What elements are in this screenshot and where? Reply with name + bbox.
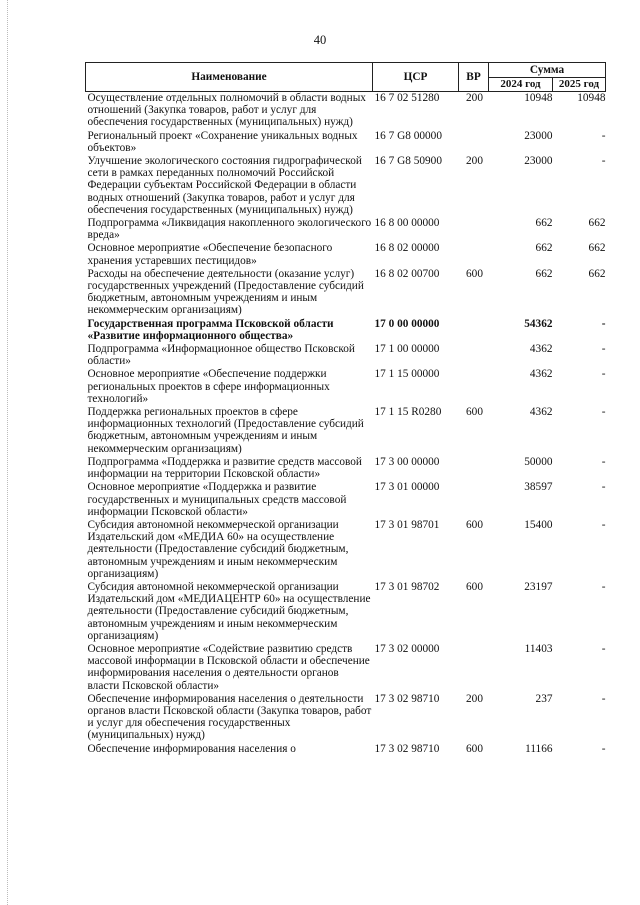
row-name: Основное мероприятие «Обеспечение поддержки региональных проектов в сфере информационных технологий»: [87, 368, 330, 405]
table-row: [86, 242, 606, 267]
row-vr: [459, 130, 489, 155]
row-code: 16 8 02 00000: [374, 242, 440, 255]
page-fold-mark: [7, 0, 9, 905]
table-row: [86, 217, 606, 242]
row-code: 17 1 00 00000: [374, 343, 440, 356]
table-row: [86, 481, 606, 519]
row-sum-2025: -: [601, 580, 606, 593]
row-name: Осуществление отдельных полномочий в области водных отношений (Закупка товаров, работ и услуг для обеспечения государственных (муниципальных) нужд): [87, 92, 366, 129]
row-code: 17 3 00 00000: [374, 455, 440, 468]
row-sum-2024: 11403: [524, 642, 553, 655]
row-code: 16 7 G8 50900: [374, 155, 442, 168]
row-sum-2025: -: [601, 155, 606, 168]
row-sum-2025: -: [601, 692, 606, 705]
row-sum-2025: -: [601, 406, 606, 419]
row-vr: [459, 242, 489, 267]
row-sum-2025: 10948: [577, 92, 606, 104]
row-sum-2024: 54362: [524, 317, 553, 330]
header-2024: 2024 год: [489, 77, 553, 92]
table-row: [86, 130, 606, 155]
row-name: Поддержка региональных проектов в сфере информационных технологий (Предоставление субсидий бюджетным, автономным учреждениям и иным некоммерческим организациям): [87, 406, 364, 455]
row-name: Основное мероприятие «Обеспечение безопасного хранения устаревших пестицидов»: [87, 242, 333, 267]
row-vr: [459, 343, 489, 368]
row-name: Субсидия автономной некоммерческой организации Издательский дом «МЕДИА 60» на осуществление деятельности (Предоставление субсидий бюджетным, автономным учреждениям и иным некоммерческим организациям): [87, 518, 349, 580]
row-code: 17 1 15 00000: [374, 368, 440, 381]
row-code: 17 0 00 00000: [374, 317, 440, 330]
row-name: Основное мероприятие «Поддержка и развитие государственных и муниципальных средств массовой информации Псковской области»: [87, 481, 347, 518]
row-name: Обеспечение информирования населения о: [87, 742, 296, 755]
row-code: 16 8 00 00000: [374, 217, 440, 230]
row-sum-2024: 662: [535, 242, 553, 255]
row-code: 16 8 02 00700: [374, 267, 440, 280]
table-row: [86, 519, 606, 581]
row-sum-2024: 11166: [525, 742, 553, 755]
row-sum-2025: -: [601, 455, 606, 468]
row-name: Государственная программа Псковской области «Развитие информационного общества»: [87, 317, 334, 342]
row-sum-2024: 4362: [529, 343, 553, 356]
header-csr: ЦСР: [373, 63, 459, 92]
row-sum-2025: 662: [588, 267, 606, 280]
table-row: [86, 456, 606, 481]
table-row: [86, 155, 606, 217]
row-sum-2025: -: [601, 642, 606, 655]
table-row: [86, 743, 606, 756]
row-sum-2024: 23000: [524, 129, 553, 142]
header-vr: ВР: [459, 63, 489, 92]
table-row: [86, 581, 606, 643]
row-code: 17 3 02 00000: [374, 642, 440, 655]
budget-table: [85, 62, 606, 756]
row-sum-2025: -: [601, 518, 606, 531]
table-row: [86, 643, 606, 693]
row-name: Основное мероприятие «Содействие развитию средств массовой информации в Псковской области и обеспечение информирования населения о деятельности органов власти Псковской области»: [87, 642, 370, 692]
row-vr: [459, 318, 489, 343]
row-sum-2024: 4362: [529, 406, 553, 419]
table-row: [86, 693, 606, 743]
row-sum-2024: 10948: [524, 92, 553, 104]
row-sum-2024: 662: [535, 267, 553, 280]
row-sum-2025: 662: [588, 242, 606, 255]
header-name: Наименование: [86, 63, 373, 92]
table-row: [86, 406, 606, 456]
row-vr: [459, 643, 489, 693]
row-name: Подпрограмма «Поддержка и развитие средств массовой информации на территории Псковской области»: [87, 455, 362, 481]
row-sum-2024: 23197: [524, 580, 553, 593]
table-body: [86, 92, 606, 756]
row-vr: 200: [466, 692, 483, 705]
table-row: [86, 343, 606, 368]
header-sum: Сумма: [489, 63, 606, 78]
page-number: 40: [313, 33, 327, 47]
row-name: Расходы на обеспечение деятельности (оказание услуг) государственных учреждений (Предоставление субсидий бюджетным, автономным учреждениям и иным некоммерческим организациям): [87, 267, 364, 317]
row-vr: 600: [466, 742, 483, 755]
table-row: [86, 318, 606, 343]
table-row: [86, 92, 606, 130]
row-sum-2024: 50000: [524, 455, 553, 468]
row-sum-2024: 15400: [524, 518, 553, 531]
table-row: [86, 268, 606, 318]
row-sum-2025: -: [601, 343, 606, 356]
row-vr: 600: [466, 406, 483, 419]
row-name: Обеспечение информирования населения о деятельности органов власти Псковской области (Закупка товаров, работ и услуг для обеспечения государственных (муниципальных) нужд): [87, 692, 372, 742]
row-name: Региональный проект «Сохранение уникальных водных объектов»: [87, 129, 358, 154]
header-2025: 2025 год: [553, 77, 606, 92]
row-vr: 200: [466, 155, 483, 168]
row-sum-2025: 662: [588, 217, 606, 230]
row-code: 17 3 01 00000: [374, 481, 440, 494]
row-vr: 600: [466, 518, 483, 531]
row-name: Субсидия автономной некоммерческой организации Издательский дом «МЕДИАЦЕНТР 60» на осуществление деятельности (Предоставление субсидий бюджетным, автономным учреждениям и иным некоммерческим организациям): [87, 580, 371, 642]
row-code: 17 3 01 98701: [374, 518, 440, 531]
row-sum-2025: -: [601, 742, 606, 755]
row-code: 17 3 02 98710: [374, 692, 440, 705]
row-vr: [459, 217, 489, 242]
row-sum-2025: -: [601, 129, 606, 142]
row-code: 17 3 02 98710: [374, 742, 440, 755]
row-vr: [459, 456, 489, 481]
row-code: 17 3 01 98702: [374, 580, 440, 593]
row-name: Подпрограмма «Информационное общество Псковской области»: [87, 343, 355, 368]
row-sum-2025: -: [601, 481, 606, 494]
row-vr: [459, 481, 489, 519]
row-code: 16 7 02 51280: [374, 92, 440, 104]
row-sum-2024: 23000: [524, 155, 553, 168]
row-vr: 200: [466, 92, 483, 104]
row-sum-2024: 4362: [529, 368, 553, 381]
row-code: 17 1 15 R0280: [374, 406, 442, 419]
row-sum-2024: 662: [535, 217, 553, 230]
row-code: 16 7 G8 00000: [374, 129, 442, 142]
row-sum-2025: -: [601, 317, 606, 330]
row-sum-2024: 38597: [524, 481, 553, 494]
row-vr: 600: [466, 580, 483, 593]
row-sum-2024: 237: [535, 692, 553, 705]
table-row: [86, 368, 606, 406]
row-name: Подпрограмма «Ликвидация накопленного экологического вреда»: [87, 217, 372, 242]
row-name: Улучшение экологического состояния гидрографической сети в рамках переданных полномочий Российской Федерации субъектам Российской Федерации в области водных отношений (Закупка товаров, работ и услуг для обеспечения государственных (муниципальных) нужд): [87, 155, 362, 216]
row-vr: 600: [466, 267, 483, 280]
row-vr: [459, 368, 489, 406]
row-sum-2025: -: [601, 368, 606, 381]
